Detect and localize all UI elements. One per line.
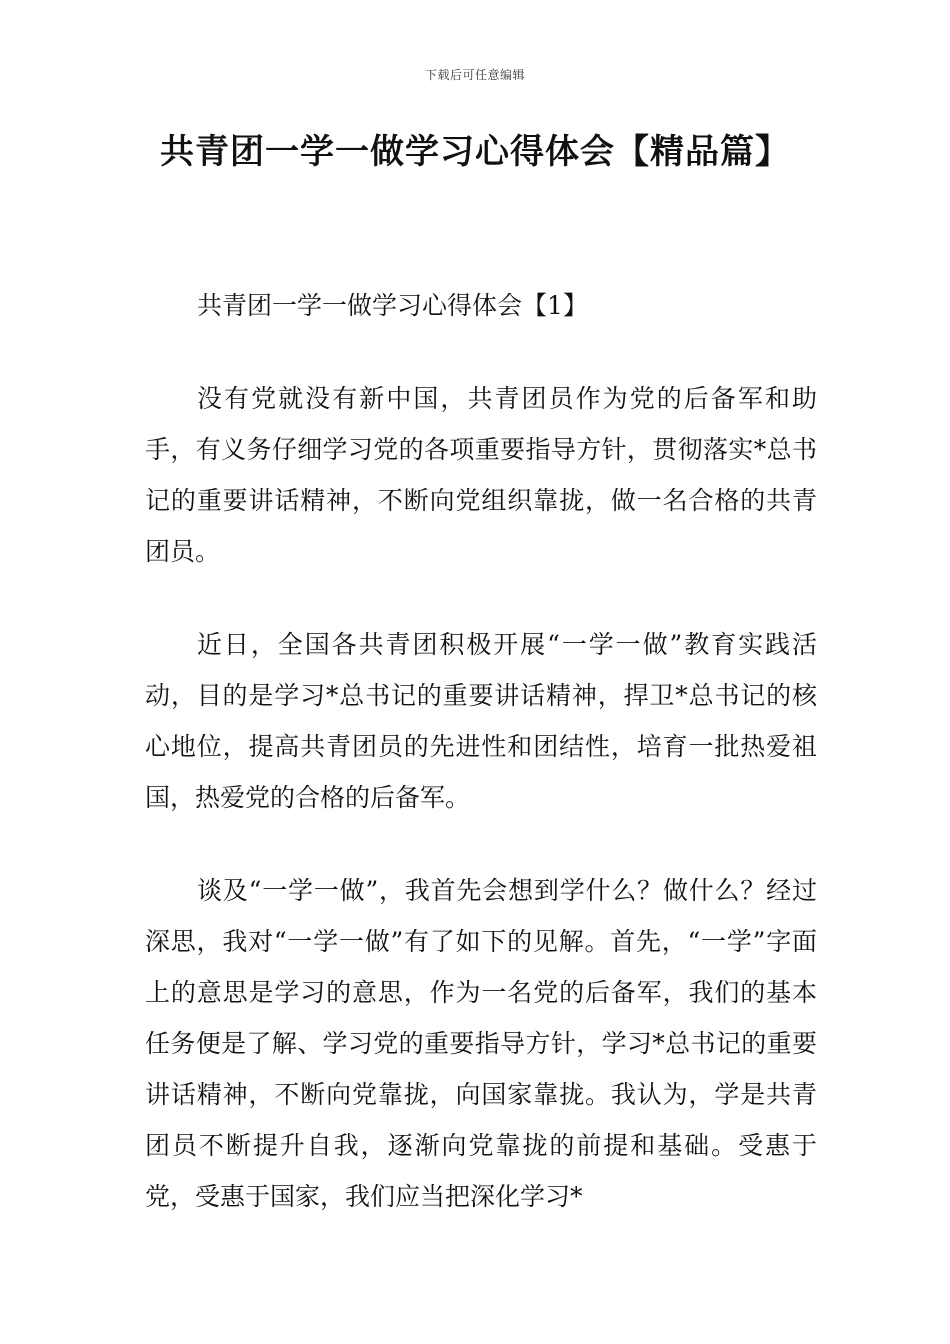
paragraph: 近日，全国各共青团积极开展“一学一做”教育实践活动，目的是学习*总书记的重要讲话精神，捍卫*总书记的核心地位，提高共青团员的先进性和团结性，培育一批热爱祖国，热爱党的合格的后备军。 — [145, 630, 817, 812]
section-subtitle: 共青团一学一做学习心得体会【1】 — [197, 291, 588, 320]
paragraph: 没有党就没有新中国，共青团员作为党的后备军和助手，有义务仔细学习党的各项重要指导方针，贯彻落实*总书记的重要讲话精神，不断向党组织靠拢，做一名合格的共青团员。 — [145, 384, 817, 566]
paragraph: 谈及“一学一做”，我首先会想到学什么？做什么？经过深思，我对“一学一做”有了如下的见解。首先，“一学”字面上的意思是学习的意思，作为一名党的后备军，我们的基本任务便是了解、学习党的重要指导方针，学习*总书记的重要讲话精神，不断向党靠拢，向国家靠拢。我认为，学是共青团员不断提升自我，逐渐向党靠拢的前提和基础。受惠于党，受惠于国家，我们应当把深化学习* — [145, 876, 817, 1211]
page-title: 共青团一学一做学习心得体会【精品篇】 — [160, 132, 790, 172]
document-body — [145, 280, 817, 1264]
header-note: 下载后可任意编辑 — [424, 68, 525, 82]
